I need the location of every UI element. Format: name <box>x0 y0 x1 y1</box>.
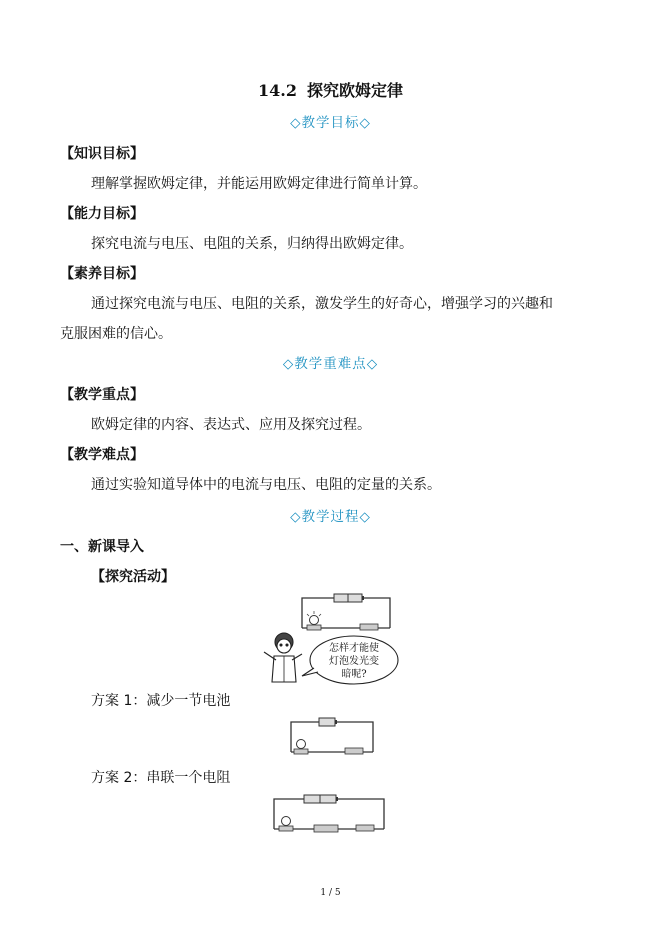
knowledge-goal-heading: 【知识目标】 <box>60 146 144 162</box>
person-icon <box>264 633 302 682</box>
ability-goal-text: 探究电流与电压、电阻的关系，归纳得出欧姆定律。 <box>91 236 413 252</box>
section-header-keypoints: ◇教学重难点◇ <box>282 356 379 372</box>
plan2-text: 方案 2：串联一个电阻 <box>91 770 231 786</box>
switch-icon <box>356 825 374 831</box>
bubble-line-3: 暗呢? <box>341 669 367 680</box>
circuit-figure-plan1 <box>285 714 380 758</box>
page-title <box>0 78 661 101</box>
literacy-goal-text-line1: 通过探究电流与电压、电阻的关系，激发学生的好奇心，增强学习的兴趣和 <box>91 296 553 312</box>
resistor-icon <box>314 825 338 832</box>
bulb-icon <box>279 817 293 832</box>
page-number: 1 / 5 <box>320 888 341 898</box>
battery-icon <box>334 594 364 602</box>
literacy-goal-heading: 【素养目标】 <box>60 266 144 282</box>
switch-icon <box>360 624 378 630</box>
bubble-line-1: 怎样才能使 <box>329 643 379 654</box>
teaching-focus-heading: 【教学重点】 <box>60 387 144 403</box>
battery-icon <box>304 795 338 803</box>
switch-icon <box>345 748 363 754</box>
section-number: 14.2 <box>258 81 297 100</box>
part1-heading: 一、新课导入 <box>60 539 144 555</box>
literacy-goal-text-line2: 克服困难的信心。 <box>60 326 172 342</box>
circuit-figure-main <box>262 590 402 694</box>
bubble-line-2: 灯泡发光变 <box>329 656 379 667</box>
circuit-figure-plan2 <box>268 791 390 835</box>
title-text: 探究欧姆定律 <box>306 81 403 100</box>
battery-icon <box>319 718 337 726</box>
section-header-goals: ◇教学目标◇ <box>290 115 371 131</box>
teaching-focus-text: 欧姆定律的内容、表达式、应用及探究过程。 <box>91 417 371 433</box>
bulb-icon <box>294 740 308 755</box>
speech-bubble <box>302 636 398 684</box>
teaching-difficulty-text: 通过实验知道导体中的电流与电压、电阻的定量的关系。 <box>91 477 441 493</box>
plan1-text: 方案 1：减少一节电池 <box>91 693 231 709</box>
activity-heading: 【探究活动】 <box>91 569 175 585</box>
ability-goal-heading: 【能力目标】 <box>60 206 144 222</box>
section-header-process: ◇教学过程◇ <box>290 509 371 525</box>
knowledge-goal-text: 理解掌握欧姆定律，并能运用欧姆定律进行简单计算。 <box>91 176 427 192</box>
bulb-icon <box>307 611 321 630</box>
teaching-difficulty-heading: 【教学难点】 <box>60 447 144 463</box>
